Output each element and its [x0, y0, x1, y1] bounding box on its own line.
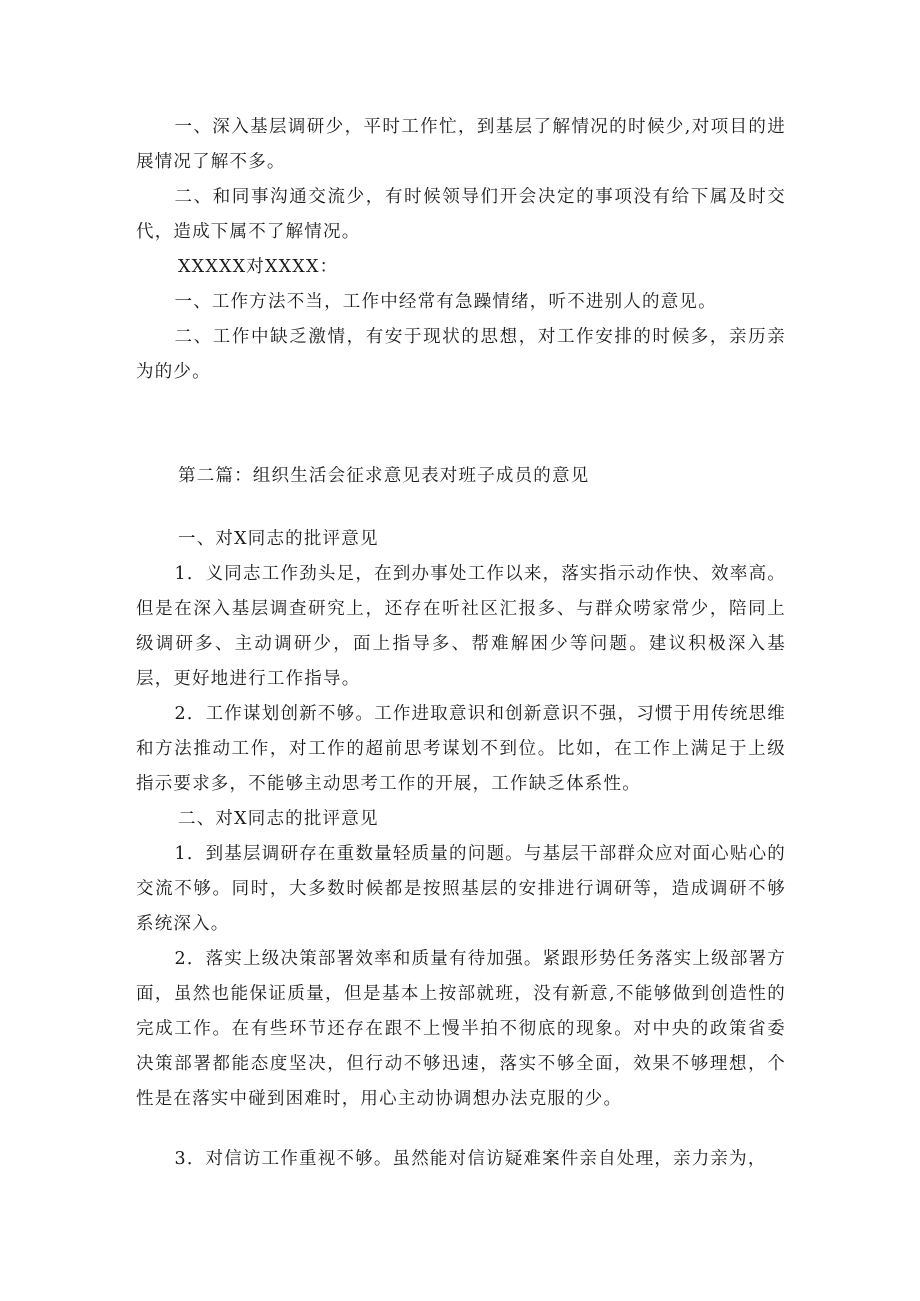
paragraph-6: 1．义同志工作劲头足，在到办事处工作以来，落实指示动作快、效率高。但是在深入基层调查研究上，还存在听社区汇报多、与群众唠家常少，陪同上级调研多、主动调研少，面上指导多、帮难解困少等问题。建议积极深入基层，更好地进行工作指导。 — [136, 564, 786, 689]
paragraph-5: 二、工作中缺乏激情，有安于现状的思想，对工作安排的时候多，亲历亲为的少。 — [136, 327, 786, 382]
paragraph-2: 二、和同事沟通交流少，有时候领导们开会决定的事项没有给下属及时交代，造成下属不了解情况。 — [136, 187, 786, 242]
subheading-1: 一、对X同志的批评意见 — [178, 529, 379, 549]
paragraph-8: 1．到基层调研存在重数量轻质量的问题。与基层干部群众应对面心贴心的交流不够。同时，大多数时候都是按照基层的安排进行调研等，造成调研不够系统深入。 — [136, 844, 786, 934]
paragraph-9: 2．落实上级决策部署效率和质量有待加强。紧跟形势任务落实上级部署方面，虽然也能保证质量，但是基本上按部就班，没有新意,不能够做到创造性的完成工作。在有些环节还存在跟不上慢半拍不彻底的现象。对中央的政策省委决策部署都能态度坚决，但行动不够迅速，落实不够全面，效果不够理想，个性是在落实中碰到困难时，用心主动协调想办法克服的少。 — [136, 949, 786, 1109]
paragraph-4: 一、工作方法不当，工作中经常有急躁情绪，听不进别人的意见。 — [174, 292, 717, 312]
paragraph-10: 3．对信访工作重视不够。虽然能对信访疑难案件亲自处理，亲力亲为， — [174, 1149, 767, 1169]
paragraph-7: 2．工作谋划创新不够。工作进取意识和创新意识不强，习惯于用传统思维和方法推动工作，对工作的超前思考谋划不到位。比如，在工作上满足于上级指示要求多，不能够主动思考工作的开展，工作缺乏体系性。 — [136, 704, 786, 794]
section-title: 第二篇：组织生活会征求意见表对班子成员的意见 — [178, 466, 590, 486]
paragraph-1: 一、深入基层调研少，平时工作忙，到基层了解情况的时候少,对项目的进展情况了解不多。 — [136, 117, 786, 172]
subheading-2: 二、对X同志的批评意见 — [178, 809, 379, 829]
paragraph-3: XXXXX对XXXX： — [178, 257, 339, 277]
